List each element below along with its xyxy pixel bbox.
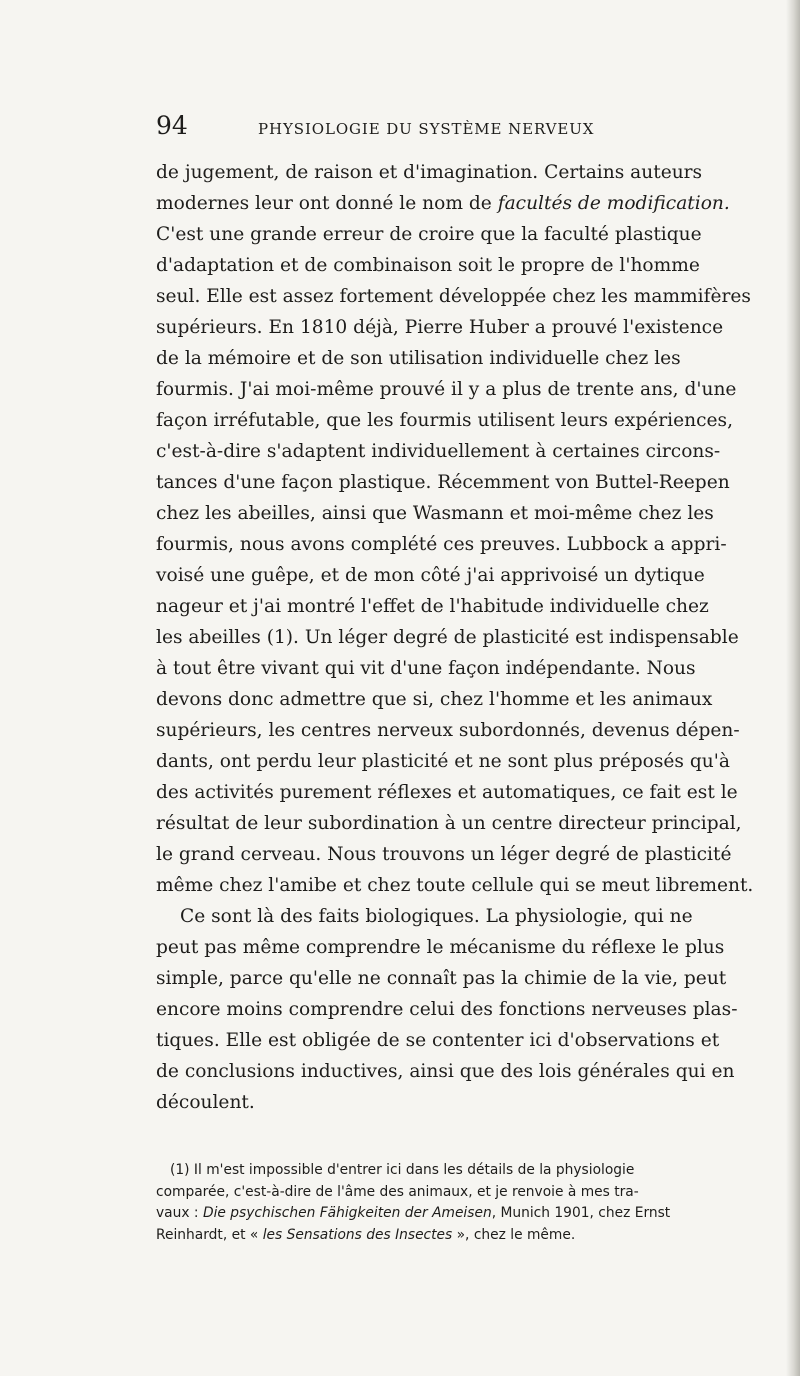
text-line: résultat de leur subordination à un centre directeur principal, — [156, 813, 742, 834]
text-line: encore moins comprendre celui des fonctions nerveuses plas- — [156, 999, 738, 1020]
text-line: de conclusions inductives, ainsi que des lois générales qui en — [156, 1061, 735, 1082]
text-line: supérieurs, les centres nerveux subordonnés, devenus dépen- — [156, 720, 740, 741]
text-line: devons donc admettre que si, chez l'homme et les animaux — [156, 689, 713, 710]
text-span: , Munich 1901, chez Ernst — [491, 1205, 671, 1221]
text-line: de jugement, de raison et d'imagination. Certains auteurs — [156, 162, 703, 183]
footnote-line — [156, 1225, 796, 1247]
text-line: peut pas même comprendre le mécanisme du réflexe le plus — [156, 937, 725, 958]
text-line — [156, 188, 796, 219]
text-line: chez les abeilles, ainsi que Wasmann et moi-même chez les — [156, 503, 714, 524]
footnote — [156, 1160, 796, 1246]
text-span: », chez le même. — [452, 1226, 576, 1243]
text-line: tiques. Elle est obligée de se contenter ici d'observations et — [156, 1030, 720, 1051]
text-span: Reinhardt, et « — [156, 1226, 263, 1243]
text-line: des activités purement réflexes et automatiques, ce fait est le — [156, 782, 738, 803]
text-line: les abeilles (1). Un léger degré de plasticité est indispensable — [156, 627, 739, 648]
text-span: vaux : — [156, 1205, 203, 1221]
text-line: Ce sont là des faits biologiques. La physiologie, qui ne — [180, 906, 693, 927]
page-number: 94 — [156, 111, 188, 140]
italic-term: facultés de modification. — [497, 193, 730, 214]
text-line: fourmis. J'ai moi-même prouvé il y a plus de trente ans, d'une — [156, 379, 737, 400]
text-span: modernes leur ont donné le nom de — [156, 193, 498, 214]
page-header — [156, 111, 676, 143]
text-line: simple, parce qu'elle ne connaît pas la chimie de la vie, peut — [156, 968, 727, 989]
text-line: à tout être vivant qui vit d'une façon indépendante. Nous — [156, 658, 696, 679]
text-line: de la mémoire et de son utilisation individuelle chez les — [156, 348, 681, 369]
footnote-line: comparée, c'est-à-dire de l'âme des animaux, et je renvoie à mes tra- — [156, 1183, 639, 1200]
text-line: C'est une grande erreur de croire que la faculté plastique — [156, 224, 702, 245]
text-line: tances d'une façon plastique. Récemment von Buttel-Reepen — [156, 472, 730, 493]
text-line: le grand cerveau. Nous trouvons un léger degré de plasticité — [156, 844, 732, 865]
text-line: façon irréfutable, que les fourmis utilisent leurs expériences, — [156, 410, 733, 431]
text-line: fourmis, nous avons complété ces preuves. Lubbock a appri- — [156, 534, 727, 555]
text-line: supérieurs. En 1810 déjà, Pierre Huber a prouvé l'existence — [156, 317, 724, 338]
text-line: découlent. — [156, 1092, 255, 1113]
running-title: PHYSIOLOGIE DU SYSTÈME NERVEUX — [258, 120, 595, 138]
text-line: c'est-à-dire s'adaptent individuellement à certaines circons- — [156, 441, 721, 462]
text-line: d'adaptation et de combinaison soit le propre de l'homme — [156, 255, 700, 276]
footnote-line: (1) Il m'est impossible d'entrer ici dans les détails de la physiologie — [170, 1162, 635, 1178]
text-line: dants, ont perdu leur plasticité et ne sont plus préposés qu'à — [156, 751, 730, 772]
text-line: seul. Elle est assez fortement développée chez les mammifères — [156, 286, 751, 307]
text-line: voisé une guêpe, et de mon côté j'ai apprivoisé un dytique — [156, 565, 705, 586]
text-line: nageur et j'ai montré l'effet de l'habitude individuelle chez — [156, 596, 709, 617]
body-text — [156, 157, 796, 1118]
italic-title: Die psychischen Fähigkeiten der Ameisen — [202, 1205, 492, 1221]
text-line: même chez l'amibe et chez toute cellule qui se meut librement. — [156, 875, 754, 896]
italic-title: les Sensations des Insectes — [262, 1226, 453, 1243]
footnote-line — [156, 1203, 796, 1225]
